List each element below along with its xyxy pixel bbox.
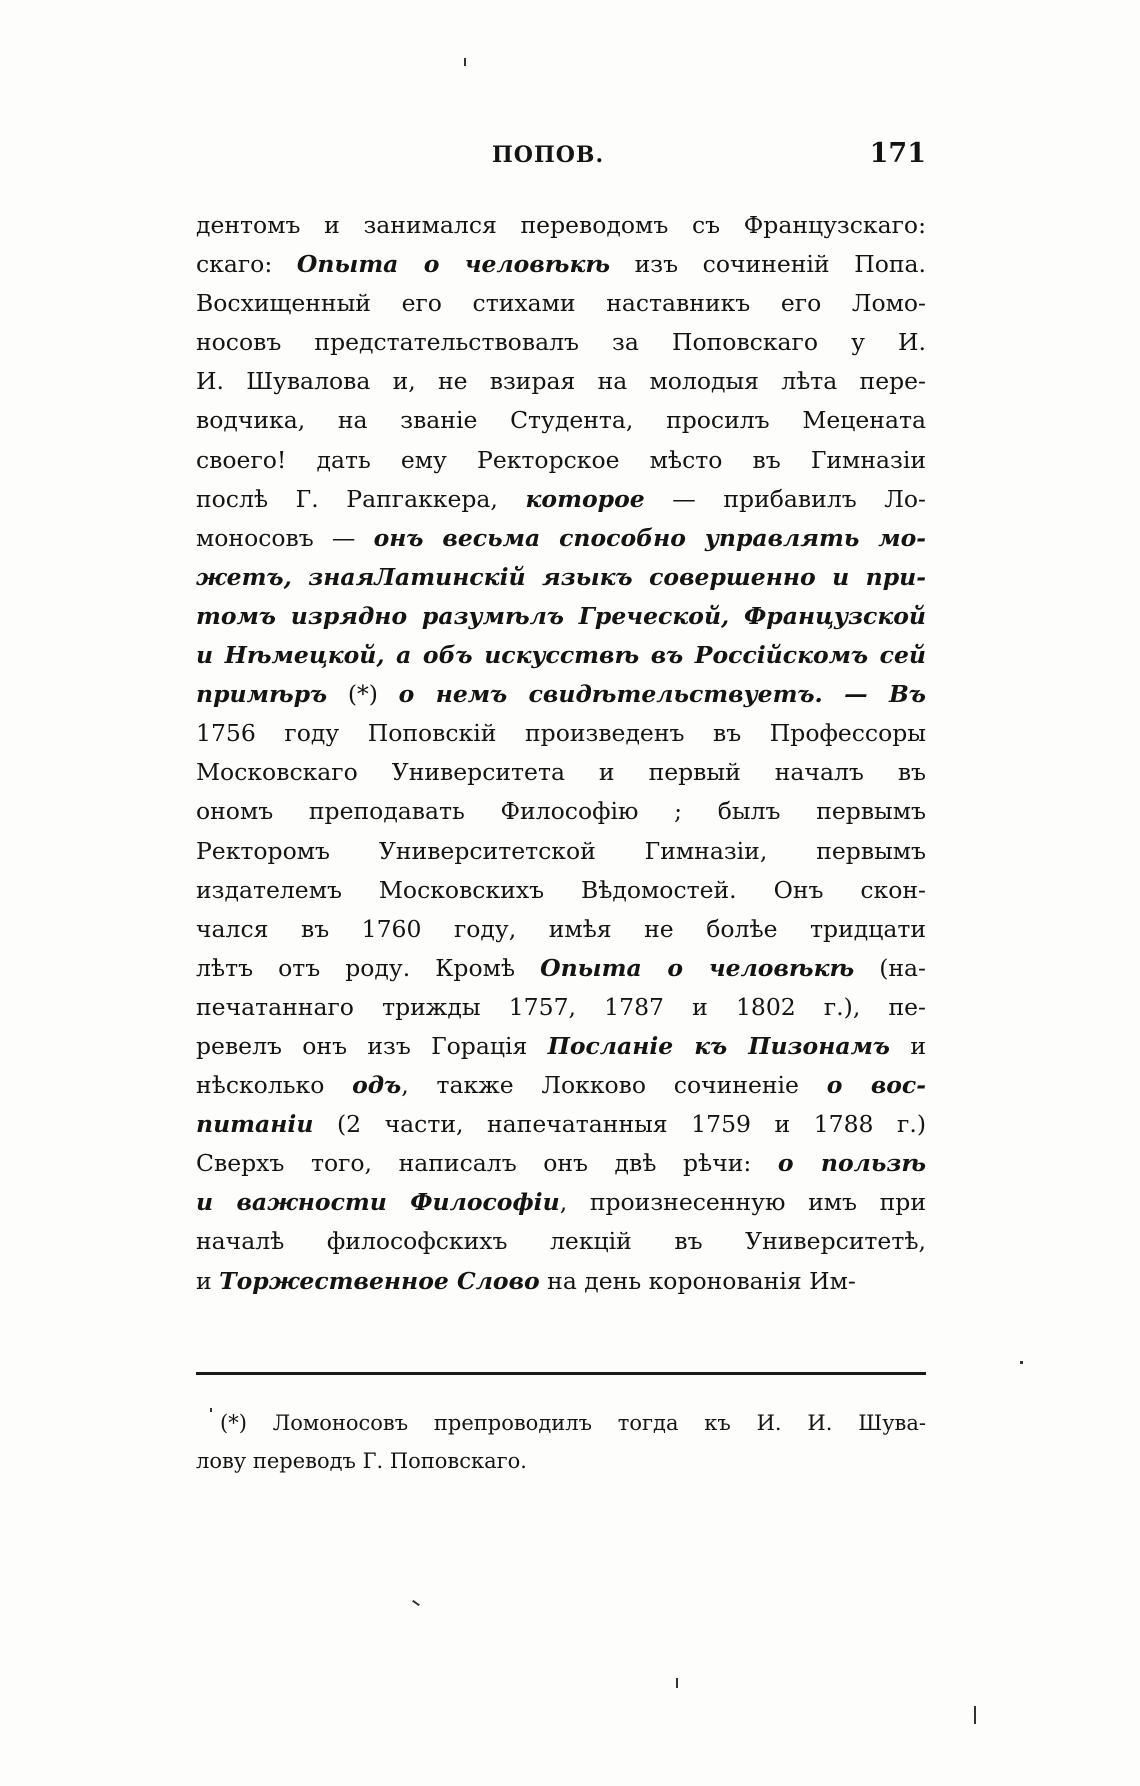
text-line: дентомъ и занимался переводомъ съ Французскаго: bbox=[196, 211, 926, 239]
scan-speck bbox=[676, 1678, 678, 1688]
running-head bbox=[196, 138, 926, 178]
scan-speck bbox=[412, 1600, 420, 1606]
body-text bbox=[196, 206, 926, 1301]
scan-speck bbox=[464, 58, 466, 66]
text-line: водчика, на званіе Студента, просилъ Мецената bbox=[196, 406, 926, 435]
footnote-line: (*) Ломоносовъ препроводилъ тогда къ И. И. Шува- bbox=[220, 1411, 926, 1435]
page-number: 171 bbox=[869, 138, 926, 169]
text-line: началѣ философскихъ лекцій въ Университетѣ, bbox=[196, 1227, 926, 1256]
text-line: Восхищенный его стихами наставникъ его Ломо- bbox=[196, 289, 926, 318]
text-line: издателемъ Московскихъ Вѣдомостей. Онъ скон- bbox=[196, 875, 926, 904]
text-line: ономъ преподавать Философію ; былъ первымъ bbox=[196, 797, 926, 826]
text-line: 1756 году Поповскій произведенъ въ Профессоры bbox=[196, 719, 926, 748]
text-line: жетъ, знаяЛатинскій языкъ совершенно и при- bbox=[196, 562, 926, 591]
text-line: своего! дать ему Ректорское мѣсто въ Гимназіи bbox=[196, 445, 926, 474]
text-line: нѣсколько одъ, также Локково сочиненіе о вос- bbox=[196, 1071, 926, 1100]
footnote-rule bbox=[196, 1372, 926, 1375]
text-line: послѣ Г. Рапгаккера, которое — прибавилъ Ло- bbox=[196, 484, 926, 513]
text-line: лѣтъ отъ роду. Кромѣ Опыта о человѣкѣ (на- bbox=[196, 953, 926, 982]
footnote bbox=[196, 1404, 926, 1480]
text-line: Московскаго Университета и первый началъ въ bbox=[196, 758, 926, 787]
text-line: питаніи (2 части, напечатанныя 1759 и 1788 г.) bbox=[196, 1110, 926, 1139]
scan-speck bbox=[1020, 1361, 1023, 1364]
text-line: моносовъ — онъ весьма способно управлять мо- bbox=[196, 523, 927, 552]
text-line: и Торжественное Слово на день коронованія Им- bbox=[196, 1266, 856, 1295]
text-line: Сверхъ того, написалъ онъ двѣ рѣчи: о пользѣ bbox=[196, 1149, 926, 1178]
text-line: скаго: Опыта о человѣкѣ изъ сочиненій Попа. bbox=[196, 250, 926, 279]
text-line: И. Шувалова и, не взирая на молодыя лѣта пере- bbox=[196, 367, 926, 396]
text-line: носовъ предстательствовалъ за Поповскаго у И. bbox=[196, 328, 926, 357]
text-line: примѣръ (*) о немъ свидѣтельствуетъ. — Въ bbox=[196, 680, 926, 709]
footnote-line: лову переводъ Г. Поповскаго. bbox=[196, 1449, 527, 1473]
text-line: и важности Философіи, произнесенную имъ при bbox=[196, 1188, 926, 1217]
text-line: и Нѣмецкой, а объ искусствѣ въ Россійскомъ сей bbox=[196, 641, 926, 670]
text-line: томъ изрядно разумѣлъ Греческой, Французской bbox=[196, 601, 926, 630]
text-line: чался въ 1760 году, имѣя не болѣе тридцати bbox=[196, 914, 926, 943]
text-line: ревелъ онъ изъ Горація Посланіе къ Пизонамъ и bbox=[196, 1031, 926, 1060]
scan-speck bbox=[974, 1706, 976, 1724]
text-line: Ректоромъ Университетской Гимназіи, первымъ bbox=[196, 836, 926, 865]
scan-speck bbox=[210, 1408, 212, 1412]
text-line: печатаннаго трижды 1757, 1787 и 1802 г.), пе- bbox=[196, 992, 926, 1021]
running-title: ПОПОВ. bbox=[492, 142, 605, 168]
